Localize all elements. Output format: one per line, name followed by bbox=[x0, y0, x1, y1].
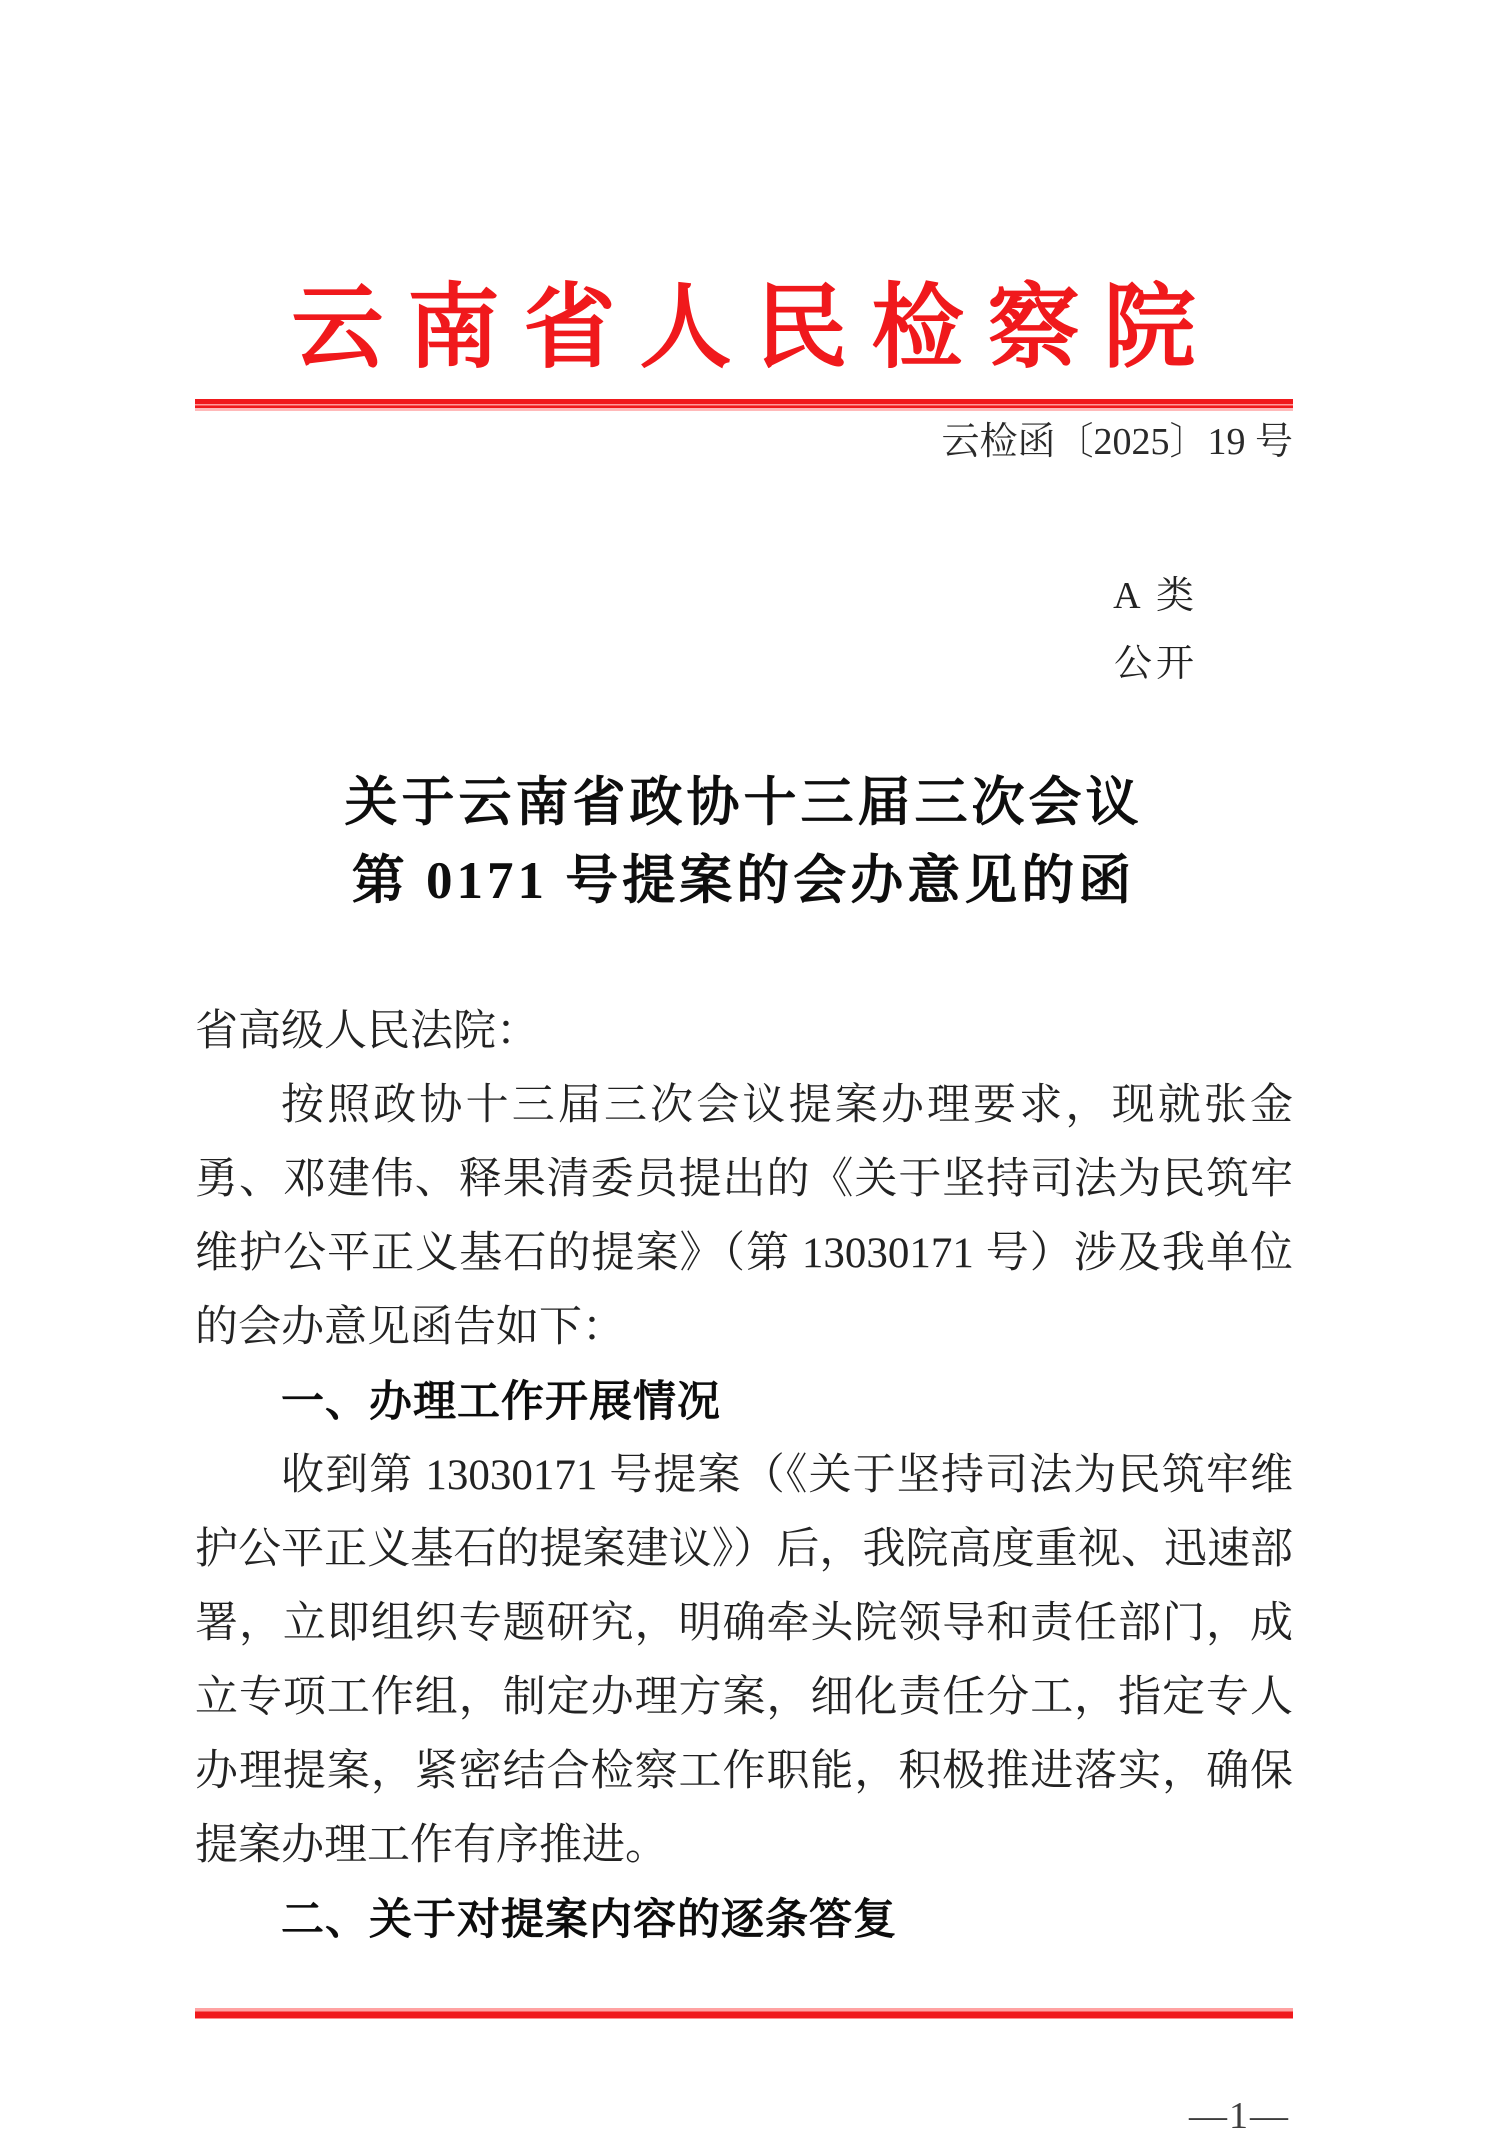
section-heading-1: 一、办理工作开展情况 bbox=[281, 1378, 721, 1426]
document-title bbox=[0, 764, 1487, 920]
letterhead-red-divider bbox=[195, 399, 1293, 411]
classification-category: A 类 bbox=[1113, 575, 1198, 617]
section-heading-2: 二、关于对提案内容的逐条答复 bbox=[281, 1896, 897, 1944]
footer-red-divider bbox=[195, 2008, 1293, 2019]
document-title-line1: 关于云南省政协十三届三次会议 bbox=[344, 774, 1143, 832]
document-body bbox=[0, 995, 1487, 1957]
letterhead-org-name: 云南省人民检察院 bbox=[291, 277, 1220, 379]
document-number: 云检函〔2025〕19 号 bbox=[941, 421, 1293, 463]
paragraph-intro: 按照政协十三届三次会议提案办理要求，现就张金勇、邓建伟、释果清委员提出的《关于坚持司法为民筑牢维护公平正义基石的提案》（第 13030171 号）涉及我单位的会办意见函告如下： bbox=[195, 1082, 1293, 1351]
salutation: 省高级人民法院： bbox=[195, 1008, 539, 1055]
letterhead-area bbox=[0, 399, 1487, 467]
classification-block bbox=[195, 562, 1293, 698]
paragraph-work-progress: 收到第 13030171 号提案（《关于坚持司法为民筑牢维护公平正义基石的提案建议》）后，我院高度重视、迅速部署，立即组织专题研究，明确牵头院领导和责任部门，成立专项工作组，制定办理方案，细化责任分工，指定专人办理提案，紧密结合检察工作职能，积极推进落实，确保提案办理工作有序推进。 bbox=[195, 1452, 1293, 1869]
classification-visibility: 公开 bbox=[1113, 643, 1198, 685]
page-number: —1— bbox=[1189, 2095, 1290, 2137]
document-title-line2: 第 0171 号提案的会办意见的函 bbox=[351, 852, 1136, 910]
